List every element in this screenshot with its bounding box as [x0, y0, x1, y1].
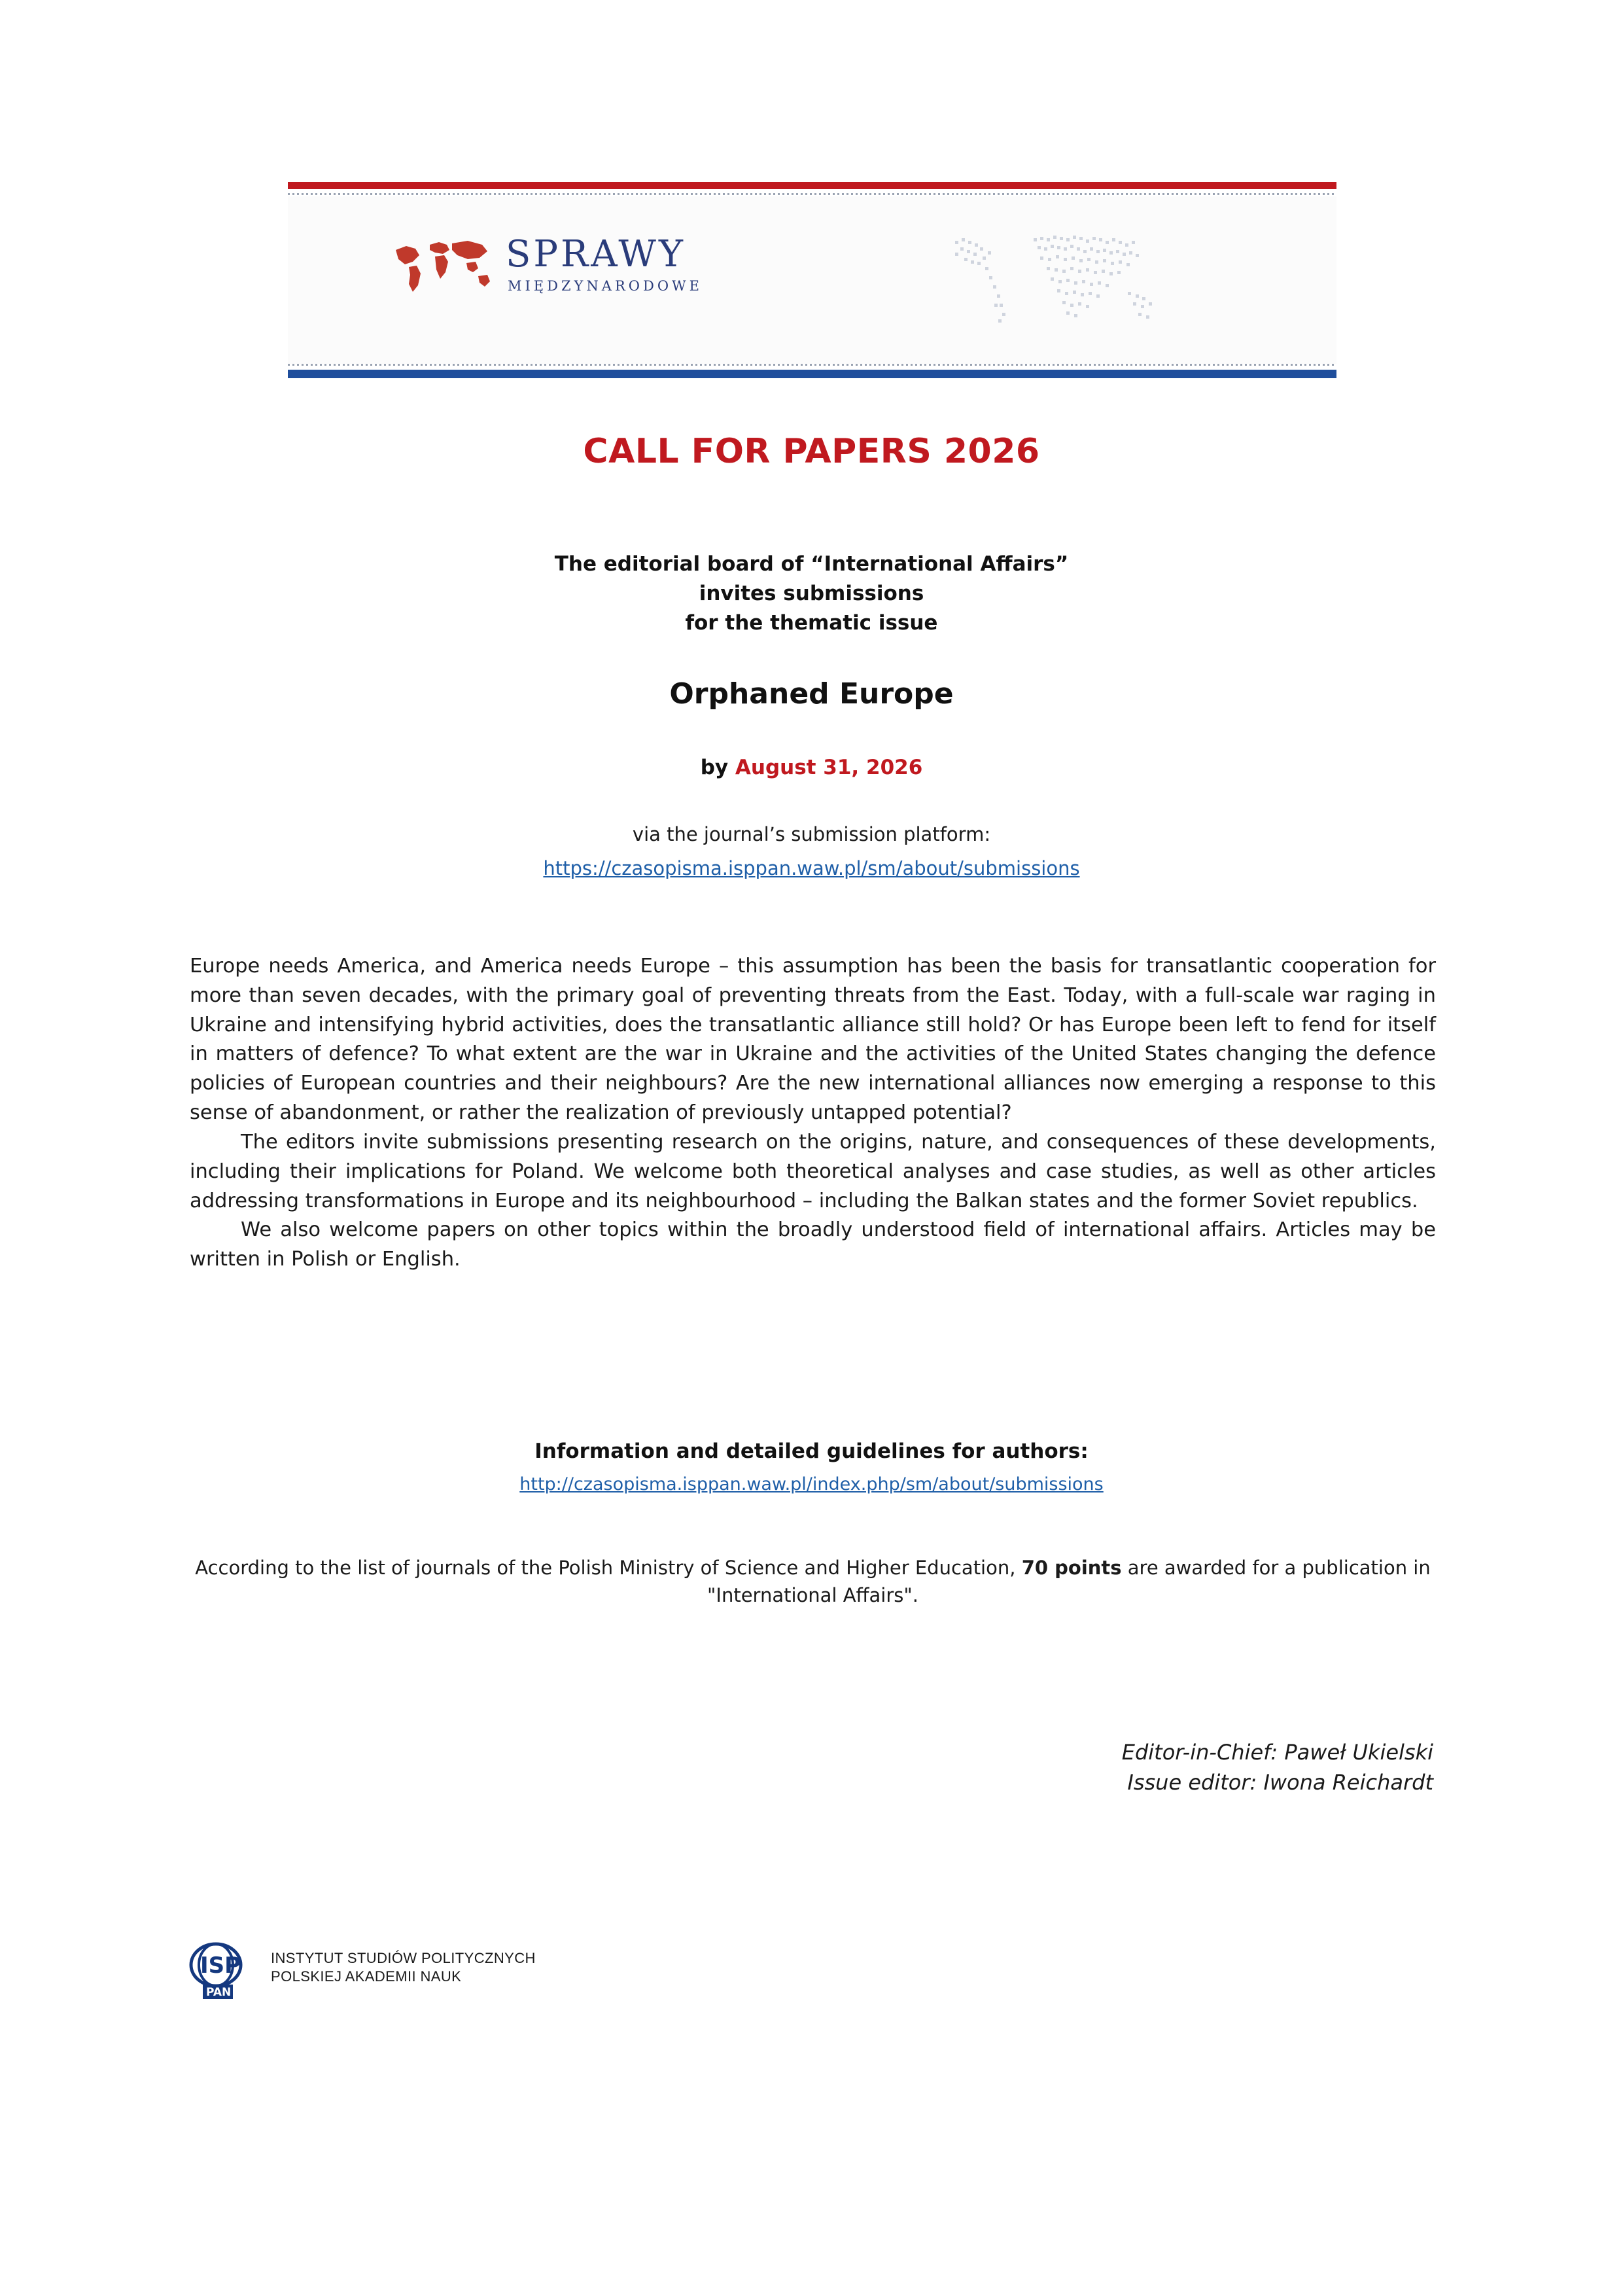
guidelines-link[interactable]: http://czasopisma.isppan.waw.pl/index.php/sm/about/submissions: [519, 1474, 1104, 1494]
masthead-red-rule: [288, 182, 1336, 189]
issue-theme-title: Orphaned Europe: [669, 677, 954, 711]
masthead-inner: [288, 196, 1336, 364]
page-title: CALL FOR PAPERS 2026: [583, 432, 1040, 471]
editor-in-chief: Editor-in-Chief: Paweł Ukielski: [1121, 1740, 1433, 1765]
journal-logo: [389, 233, 703, 294]
body-text: [190, 952, 1436, 1275]
deadline-prefix: by: [700, 756, 735, 779]
institute-name-line-1: INSTYTUT STUDIÓW POLITYCZNYCH: [271, 1949, 536, 1966]
svg-text:ISP: ISP: [200, 1952, 241, 1979]
issue-editor: Issue editor: Iwona Reichardt: [1127, 1770, 1433, 1795]
masthead-blue-rule: [288, 370, 1336, 378]
invitation-line-2: invites submissions: [699, 581, 924, 605]
body-paragraph-1: Europe needs America, and America needs Europe – this assumption has been the basis for transatlantic cooperation for more than seven decades, with the primary goal of preventing threats from the East. Today, with a full-scale war raging in Ukraine and intensifying hybrid activities, does the transatlantic alliance still hold? Or has Europe been left to fend for itself in matters of defence? To what extent are the war in Ukraine and the activities of the United States changing the defence policies of European countries and their neighbours? Are the new international alliances now emerging a response to this sense of abandonment, or rather the realization of previously untapped potential?: [190, 955, 1436, 1125]
submission-platform-link[interactable]: https://czasopisma.isppan.waw.pl/sm/about/submissions: [543, 857, 1080, 879]
invitation-line-3: for the thematic issue: [685, 610, 938, 635]
deadline-date: August 31, 2026: [735, 756, 923, 779]
journal-title: SPRAWY: [506, 233, 686, 275]
submission-deadline: [0, 756, 1623, 779]
invitation-block: [0, 550, 1623, 638]
institute-name: [271, 1949, 536, 1986]
guidelines-heading: Information and detailed guidelines for authors:: [534, 1439, 1089, 1463]
ministry-points-note: [190, 1554, 1436, 1609]
isp-pan-logo-icon: [183, 1934, 260, 2002]
points-note-before: According to the list of journals of the Polish Ministry of Science and Higher Education,: [195, 1557, 1022, 1579]
points-note-after: are awarded for a publication in "International Affairs".: [707, 1557, 1431, 1607]
world-map-grey-icon: [942, 221, 1178, 339]
submission-platform-label: via the journal’s submission platform:: [632, 823, 991, 845]
institute-name-line-2: POLSKIEJ AKADEMII NAUK: [271, 1968, 462, 1985]
journal-subtitle: MIĘDZYNARODOWE: [508, 278, 703, 294]
points-value: 70 points: [1021, 1557, 1122, 1579]
journal-title-block: [506, 233, 703, 294]
masthead-dotted-rule-top: [288, 193, 1336, 195]
body-paragraph-3: We also welcome papers on other topics within the broadly understood field of international affairs. Articles may be written in Polish or English.: [190, 1218, 1436, 1271]
masthead-dotted-rule-bottom: [288, 364, 1336, 366]
journal-masthead: [288, 182, 1336, 378]
svg-text:PAN: PAN: [206, 1986, 232, 1999]
invitation-line-1: The editorial board of “International Affairs”: [554, 552, 1069, 576]
signature-block: [1122, 1737, 1433, 1798]
world-map-red-icon: [389, 236, 494, 294]
institute-footer: [183, 1934, 536, 2002]
body-paragraph-2: The editors invite submissions presenting research on the origins, nature, and consequences of these developments, including their implications for Poland. We welcome both theoretical analyses and case studies, as well as other articles addressing transformations in Europe and its neighbourhood – including the Balkan states and the former Soviet republics.: [190, 1130, 1436, 1212]
